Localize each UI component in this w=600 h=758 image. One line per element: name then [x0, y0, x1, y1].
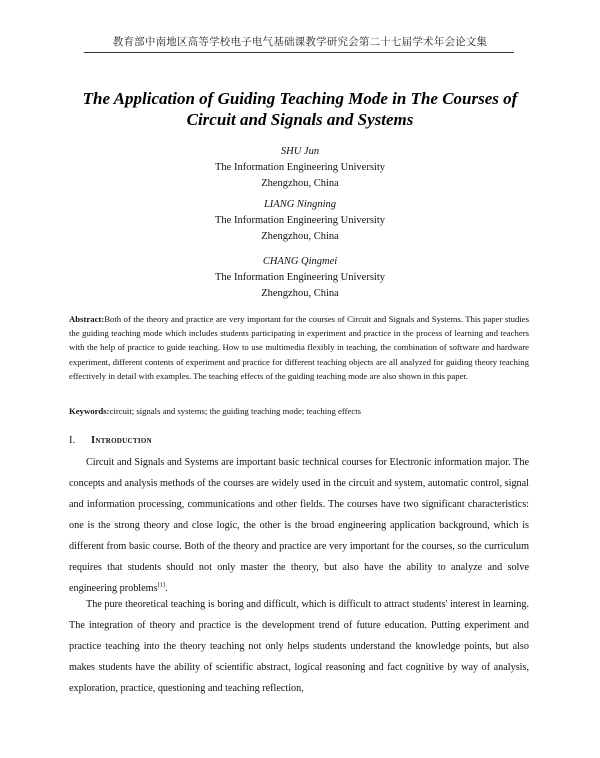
running-head: 教育部中南地区高等学校电子电气基础课教学研究会第二十七届学术年会论文集: [112, 36, 488, 48]
header-rule: [84, 52, 514, 53]
author-affiliation: The Information Engineering University: [215, 162, 385, 173]
abstract-text: Both of the theory and practice are very important for the courses of Circuit and Signals and Systems. This paper studies the guiding teaching mode which includes students participating in experiment and practice in the process of learning and teachers with the help of practice to guide teaching. How to use multimedia flexibly in teaching, the combination of software and hardware experiment, different contents of experiment and practice for different teaching objects are all analyzed for guiding theory teaching effectively in detail with examples. The teaching effects of the guiding teaching mode are also shown in this paper.: [69, 314, 529, 381]
author-affiliation: The Information Engineering University: [215, 215, 385, 226]
paragraph-text: Circuit and Signals and Systems are important basic technical courses for Electronic information major. The concepts and analysis methods of the courses are widely used in the circuit and system, automatic control, signal and information processing, communications and other fields. The courses have two significant characteristics: one is the strong theory and close logic, the other is the broad engineering application background, which is different from basic course. Both of the theory and practice are very important for the courses, so the curriculum requires that students should not only master the theory, but also have the ability to analyze and solve engineering problems: [69, 457, 529, 594]
author-name: CHANG Qingmei: [262, 256, 338, 267]
section-title: Introduction: [91, 435, 152, 446]
body-paragraph: [69, 452, 529, 599]
abstract-label: Abstract:: [69, 314, 105, 324]
author-name: LIANG Ningning: [263, 199, 337, 210]
section-heading: [69, 435, 152, 446]
body-paragraph: [69, 594, 529, 699]
citation-ref[interactable]: [1]: [157, 581, 166, 589]
author-name: SHU Jun: [280, 146, 320, 157]
author-location: Zhengzhou, China: [261, 231, 339, 242]
author-location: Zhengzhou, China: [261, 178, 339, 189]
paragraph-text: The pure theoretical teaching is boring and difficult, which is difficult to attract students' interest in learning. The integration of theory and practice is the development trend of future education. Putting experiment and practice teaching into the theory teaching not only helps students understand the knowledge points, but also makes students have the ability of scientific abstract, logical reasoning and fact cognitive by way of analysis, exploration, practice, questioning and teaching reflection,: [69, 599, 529, 694]
section-number: I.: [69, 435, 76, 446]
author-affiliation: The Information Engineering University: [215, 272, 385, 283]
abstract: [69, 312, 529, 383]
author-location: Zhengzhou, China: [261, 288, 339, 299]
author-block: [150, 254, 450, 302]
keywords: [69, 404, 529, 418]
author-block: [150, 144, 450, 192]
author-block: [150, 197, 450, 245]
paper-title: The Application of Guiding Teaching Mode in The Courses of Circuit and Signals and Systems: [82, 89, 518, 129]
keywords-text: circuit; signals and systems; the guiding teaching mode; teaching effects: [109, 406, 362, 416]
keywords-label: Keywords:: [69, 406, 110, 416]
paragraph-end: .: [165, 583, 168, 594]
